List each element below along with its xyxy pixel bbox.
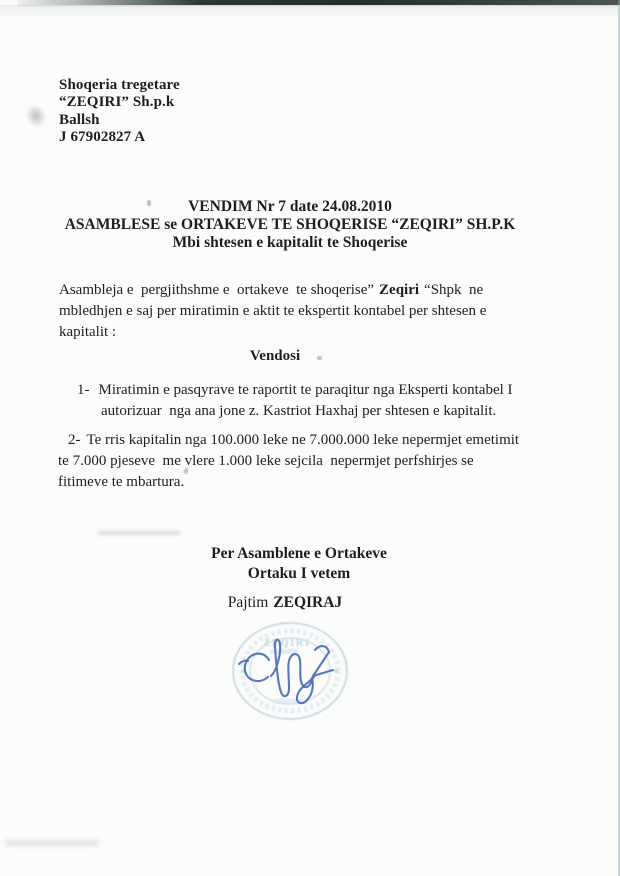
item-1-number: 1-	[77, 382, 90, 398]
closing-block	[0, 544, 620, 584]
decision-heading: Vendosi	[249, 348, 301, 364]
signer-name	[0, 594, 620, 612]
item-2-text: Te rris kapitalin nga 100.000 leke ne 7.000.000 leke nepermjet emetimit	[86, 432, 520, 448]
company-city: Ballsh	[59, 111, 100, 128]
signer-last-name: ZEQIRAJ	[273, 594, 343, 611]
item-1-line-2: autorizuar nga ana jone z. Kastriot Haxhaj per shtesen e kapitalit.	[101, 403, 497, 419]
closing-assembly-line: Per Asamblene e Ortakeve	[211, 545, 387, 562]
intro-line-3: kapitalit :	[59, 324, 117, 340]
scan-haze-artifact	[0, 5, 620, 19]
intro-line-2: mbledhjen e saj per miratimin e aktit te ekspertit kontabel per shtesen e	[59, 303, 487, 319]
company-registration-number: J 67902827 A	[59, 129, 146, 146]
company-type-label: Shoqeria tregetare	[59, 77, 180, 93]
item-1-line-1	[77, 380, 513, 401]
decision-item-1	[77, 380, 513, 422]
intro-segment-pre: Asambleja e pergjithshme e ortakeve te shoqerise”	[59, 282, 375, 298]
signature-stroke-zigzag	[313, 646, 333, 676]
stamp-company-text: ZEQIRI	[263, 638, 311, 649]
item-2-line-3: fitimeve te mbartura.	[58, 474, 185, 490]
title-subject-line: Mbi shtesen e kapitalit te Shoqerise	[172, 234, 408, 252]
scan-smudge-left-margin	[23, 101, 49, 130]
decision-item-2	[58, 430, 519, 493]
signer-first-name: Pajtim	[227, 594, 269, 611]
intro-line-1	[59, 280, 559, 301]
scan-smudge-middle	[98, 531, 180, 535]
item-2-line-2: te 7.000 pjeseve me vlere 1.000 leke sejcila nepermjet perfshirjes se	[58, 453, 474, 469]
document-title	[0, 198, 620, 253]
signature-stroke-letters	[271, 640, 312, 696]
intro-company-name: Zeqiri	[379, 282, 420, 298]
scan-smudge-bottom	[6, 840, 98, 846]
company-name: “ZEQIRI” Sh.p.k	[59, 94, 175, 111]
item-1-text: Miratimin e pasqyrave te raportit te paraqitur nga Eksperti kontabel I	[98, 382, 513, 398]
intro-segment-post: “Shpk ne	[424, 282, 484, 298]
closing-sole-partner-line: Ortaku I vetem	[247, 565, 351, 582]
title-decision-number: VENDIM Nr 7 date 24.08.2010	[188, 198, 392, 215]
title-assembly-line: ASAMBLESE se ORTAKEVE TE SHOQERISE “ZEQIRI” SH.P.K	[64, 216, 516, 234]
handwritten-signature	[235, 632, 335, 707]
company-letterhead	[59, 77, 180, 147]
signature-stroke-oval	[245, 654, 269, 681]
item-2-line-1	[68, 430, 519, 451]
intro-paragraph	[59, 280, 559, 343]
item-2-number: 2-	[68, 432, 81, 448]
